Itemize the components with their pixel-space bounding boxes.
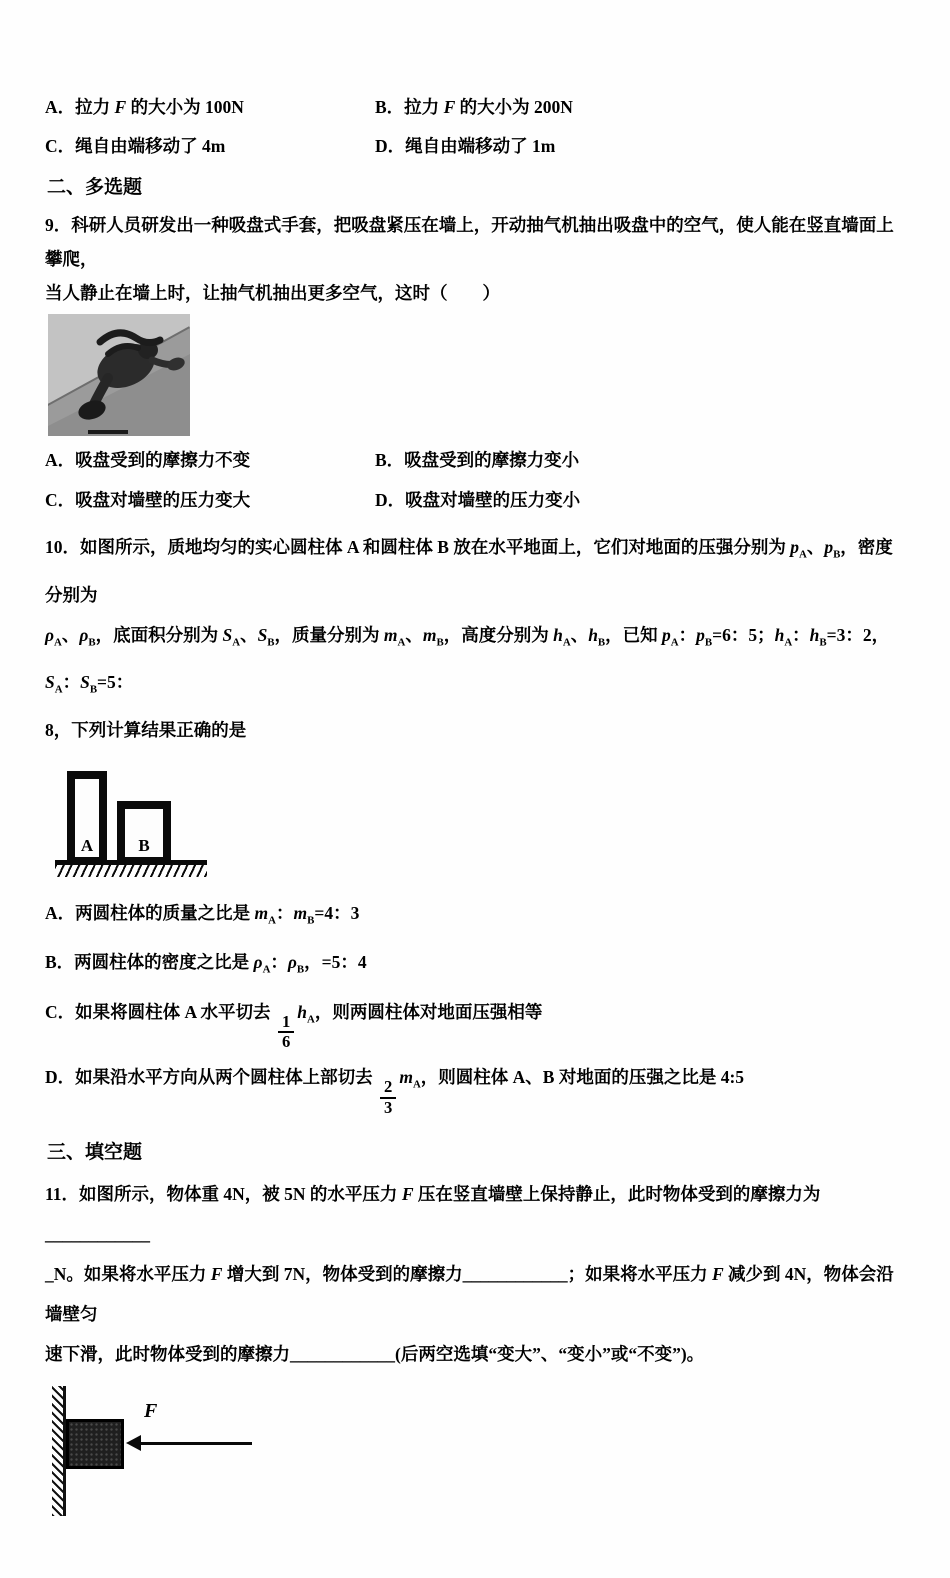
wall-hatching: [52, 1386, 63, 1516]
q8-option-a: A．拉力 F 的大小为 100N: [45, 97, 244, 117]
section-heading-fill-blank: 三、填空题: [47, 1142, 143, 1164]
q10-text-line-3: 8，下列计算结果正确的是: [45, 719, 247, 740]
q9-text-line-1: 9．科研人员研发出一种吸盘式手套，把吸盘紧压在墙上，开动抽气机抽出吸盘中的空气，使人能在竖直墙面上攀爬，: [45, 215, 894, 270]
q8-option-c: C．绳自由端移动了 4m: [45, 136, 226, 157]
cylinder-b-label: B: [138, 835, 150, 855]
cylinder-a-label: A: [80, 835, 94, 855]
q10-option-a: A．两圆柱体的质量之比是 $m_A$：$m_B=4$：3: [45, 902, 360, 927]
q10-text-line-2: $\rho_A$、$\rho_B$，底面积分别为 $S_A$、$S_B$，质量分别为 $m_A$、$m_B$，高度分别为 $h_A$、$h_B$，已知 $p_A$：$p_B=6$：5；$h_A$：$h_B=3$：2，$S_A$：$S_B=5$：: [45, 624, 890, 696]
q10-option-d: D．如果沿水平方向从两个圆柱体上部切去 $\frac{2}{3}$ $m_A$，则圆柱体 A、B 对地面的压强之比是 4:5: [45, 1067, 745, 1117]
q11-text-line-3: 速下滑，此时物体受到的摩擦力____________(后两空选填“变大”、“变小”或“不变”)。: [45, 1344, 705, 1365]
ground-hatching: [55, 865, 207, 877]
q8-option-b: B．拉力 F 的大小为 200N: [375, 97, 573, 117]
cylinder-a: [67, 771, 107, 861]
q11-text-line-2: _N。如果将水平压力 F 增大到 7N，物体受到的摩擦力____________；如果将水平压力 F 减少到 4N，物体会沿墙壁匀: [45, 1264, 894, 1325]
force-label: F: [144, 1400, 158, 1423]
climber-photo: [48, 314, 190, 436]
q9-option-d: D．吸盘对墙壁的压力变小: [375, 489, 581, 510]
q9-text-line-2: 当人静止在墙上时，让抽气机抽出更多空气，这时（ ）: [45, 283, 500, 304]
q10-text-line-1: 10．如图所示，质地均匀的实心圆柱体 A 和圆柱体 B 放在水平地面上，它们对地面的压强分别为 $p_A$、$p_B$，密度分别为: [45, 537, 893, 605]
q10-option-c: C．如果将圆柱体 A 水平切去 $\frac{1}{6}$ $h_A$，则两圆柱体对地面压强相等: [45, 1001, 543, 1052]
q11-text-line-1: 11．如图所示，物体重 4N，被 5N 的水平压力 F 压在竖直墙壁上保持静止，此时物体受到的摩擦力为____________: [45, 1184, 821, 1245]
q10-option-b: B．两圆柱体的密度之比是 $\rho_A$：$\rho_B$，=5：4: [45, 952, 367, 976]
q9-option-b: B．吸盘受到的摩擦力变小: [375, 450, 580, 471]
cylinder-b: [117, 801, 171, 861]
force-arrow-line: [140, 1442, 252, 1445]
section-heading-multi-choice: 二、多选题: [47, 176, 143, 198]
q8-options: [45, 95, 910, 160]
wall-block-figure: [48, 1386, 288, 1538]
cylinders-figure: [55, 766, 213, 878]
force-arrow-head: [126, 1435, 141, 1451]
q8-option-d: D．绳自由端移动了 1m: [375, 136, 556, 157]
q9-option-a: A．吸盘受到的摩擦力不变: [45, 450, 251, 471]
pressed-block: [66, 1419, 124, 1469]
q9-option-c: C．吸盘对墙壁的压力变大: [45, 489, 251, 510]
q9-options: [45, 448, 910, 513]
